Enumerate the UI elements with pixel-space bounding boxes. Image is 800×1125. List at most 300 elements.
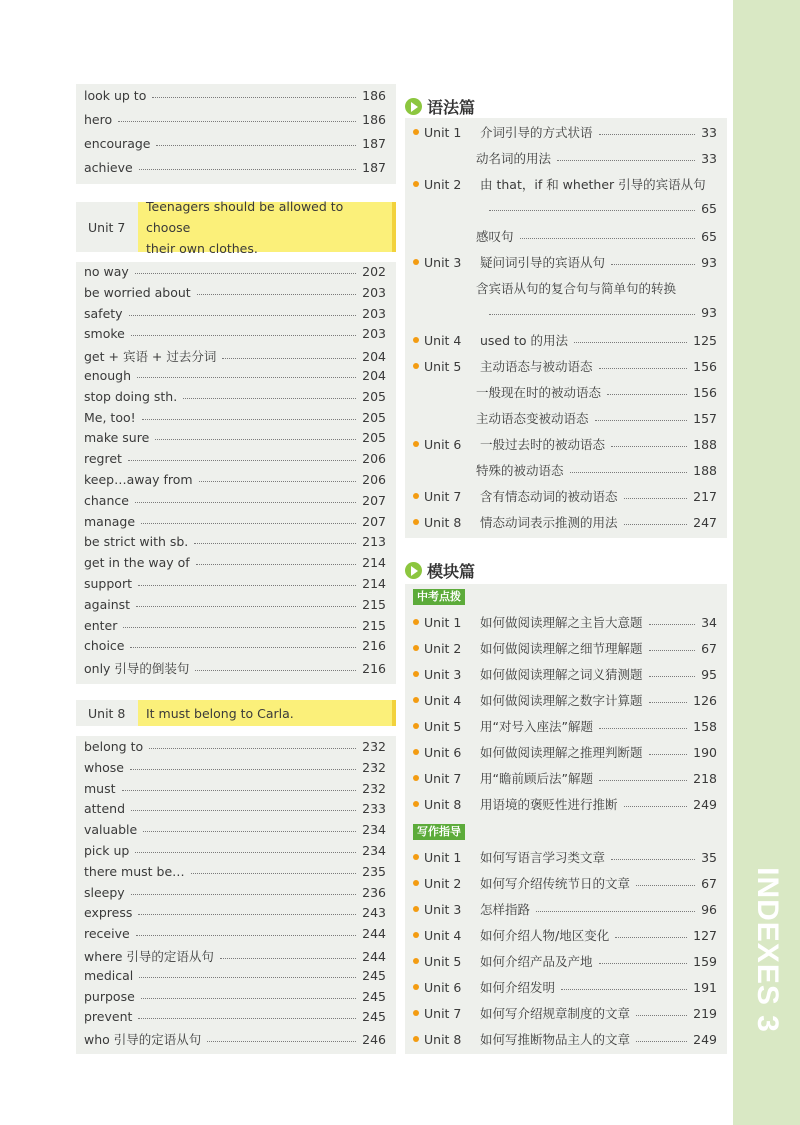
index-row	[476, 383, 717, 401]
grammar-section-title: 语法篇	[405, 95, 475, 118]
leader-dots	[141, 523, 356, 524]
row-text: 如何介绍人物/地区变化	[480, 928, 610, 943]
index-entry	[84, 760, 386, 775]
bullet-icon	[413, 749, 419, 755]
row-text: 如何做阅读理解之词义猜测题	[480, 667, 643, 682]
index-row	[476, 149, 717, 167]
index-entry	[84, 472, 386, 487]
entry-term: keep…away from	[84, 472, 193, 487]
index-row	[413, 123, 717, 141]
entry-page: 202	[362, 264, 386, 279]
bullet-icon	[413, 775, 419, 781]
entry-page: 244	[362, 926, 386, 942]
entry-page: 187	[362, 136, 386, 151]
row-text: 如何写介绍规章制度的文章	[480, 1006, 631, 1021]
entry-page: 186	[362, 88, 386, 103]
leader-dots	[624, 524, 688, 525]
index-row	[476, 227, 717, 245]
entry-page: 187	[362, 160, 386, 175]
row-page: 65	[701, 201, 717, 216]
unit-label: Unit 7	[424, 488, 462, 504]
leader-dots	[599, 368, 688, 369]
entry-page: 234	[362, 822, 386, 838]
leader-dots	[135, 273, 356, 274]
leader-dots	[611, 264, 695, 265]
row-text: 含宾语从句的复合句与简单句的转换	[476, 281, 677, 296]
entry-term: prevent	[84, 1009, 133, 1025]
index-entry	[84, 389, 386, 404]
leader-dots	[128, 460, 356, 461]
bullet-icon	[413, 1036, 419, 1042]
entry-page: 207	[362, 492, 386, 508]
leader-dots	[649, 624, 696, 625]
index-entry	[84, 112, 386, 127]
leader-dots	[624, 498, 688, 499]
leader-dots	[649, 650, 696, 651]
bullet-icon	[413, 259, 419, 265]
leader-dots	[649, 702, 688, 703]
row-page: 35	[701, 849, 717, 865]
entry-term: who 引导的定语从句	[84, 1032, 202, 1048]
bullet-icon	[413, 932, 419, 938]
index-entry	[84, 555, 386, 570]
bullet-icon	[413, 441, 419, 447]
leader-dots	[570, 472, 688, 473]
row-text: 特殊的被动语态	[476, 463, 564, 478]
leader-dots	[118, 121, 356, 122]
entry-page: 204	[362, 348, 386, 364]
entry-term: there must be…	[84, 863, 185, 879]
index-entry	[84, 347, 386, 365]
leader-dots	[131, 335, 356, 336]
writing-tag: 写作指导	[413, 824, 465, 840]
leader-dots	[561, 989, 687, 990]
entry-term: get in the way of	[84, 555, 190, 571]
entry-page: 243	[362, 905, 386, 921]
leader-dots	[599, 134, 696, 135]
leader-dots	[131, 810, 356, 811]
index-row	[413, 665, 717, 683]
leader-dots	[137, 377, 356, 378]
entry-term: look up to	[84, 88, 147, 103]
index-entry	[84, 451, 386, 466]
row-page: 93	[701, 305, 717, 320]
entry-term: no way	[84, 264, 129, 279]
unit-label: Unit 6	[424, 744, 462, 760]
leader-dots	[129, 315, 357, 316]
entry-term: express	[84, 905, 133, 921]
row-page: 159	[693, 953, 717, 969]
row-text: 用“瞻前顾后法”解题	[480, 771, 593, 786]
leader-dots	[611, 859, 695, 860]
index-row	[413, 487, 717, 505]
entry-page: 244	[362, 948, 386, 964]
row-text: 情态动词表示推测的用法	[480, 515, 618, 530]
index-entry	[84, 430, 386, 445]
leader-dots	[220, 958, 356, 959]
bullet-icon	[413, 958, 419, 964]
index-row	[413, 874, 717, 892]
unit-label: Unit 2	[424, 875, 462, 891]
entry-page: 203	[362, 326, 386, 342]
row-page: 217	[693, 488, 717, 504]
leader-dots	[599, 728, 687, 729]
row-page: 190	[693, 744, 717, 760]
entry-page: 215	[362, 617, 386, 633]
leader-dots	[149, 748, 356, 749]
row-text: 用语境的褒贬性进行推断	[480, 797, 618, 812]
bullet-icon	[413, 363, 419, 369]
entry-term: hero	[84, 112, 113, 127]
index-row	[476, 409, 717, 427]
unit-label: Unit 2	[424, 176, 462, 192]
leader-dots	[191, 873, 356, 874]
leader-dots	[123, 627, 356, 628]
unit-label: Unit 8	[424, 1031, 462, 1047]
leader-dots	[611, 446, 687, 447]
row-text: 主动语态变被动语态	[476, 411, 589, 426]
row-page: 95	[701, 666, 717, 682]
entry-page: 205	[362, 409, 386, 425]
unit-label: Unit 3	[424, 254, 462, 270]
bullet-icon	[413, 801, 419, 807]
leader-dots	[536, 911, 695, 912]
modules-section-title: 模块篇	[405, 559, 475, 582]
index-entry	[84, 136, 386, 151]
leader-dots	[183, 398, 356, 399]
index-row	[413, 513, 717, 531]
row-page: 67	[701, 640, 717, 656]
row-page: 188	[693, 462, 717, 478]
index-entry	[84, 905, 386, 920]
entry-page: 246	[362, 1031, 386, 1047]
leader-dots	[599, 963, 688, 964]
entry-page: 215	[362, 596, 386, 612]
leader-dots	[599, 780, 687, 781]
leader-dots	[135, 502, 356, 503]
index-entry	[84, 739, 386, 754]
index-row	[413, 952, 717, 970]
row-text: 怎样指路	[480, 902, 531, 917]
entry-page: 216	[362, 660, 386, 676]
reading-tag: 中考点拨	[413, 589, 465, 605]
vocab-box-unit6-end	[76, 84, 396, 184]
index-entry	[84, 989, 386, 1004]
entry-term: only 引导的倒装句	[84, 661, 190, 677]
row-text: 感叹句	[476, 229, 514, 244]
unit7-label: Unit 7	[76, 202, 138, 252]
index-row	[413, 691, 717, 709]
row-text: 疑问词引导的宾语从句	[480, 255, 606, 270]
leader-dots	[122, 790, 357, 791]
index-row	[476, 279, 717, 297]
leader-dots	[138, 585, 356, 586]
entry-term: achieve	[84, 160, 133, 175]
unit-label: Unit 4	[424, 927, 462, 943]
leader-dots	[636, 885, 695, 886]
entry-page: 203	[362, 305, 386, 321]
row-page: 127	[693, 927, 717, 943]
unit-label: Unit 5	[424, 718, 462, 734]
row-text: 如何做阅读理解之主旨大意题	[480, 615, 643, 630]
index-entry	[84, 968, 386, 983]
row-page: 125	[693, 332, 717, 348]
entry-term: smoke	[84, 326, 125, 342]
row-text: 一般过去时的被动语态	[480, 437, 606, 452]
row-page: 219	[693, 1005, 717, 1021]
leader-dots	[489, 314, 695, 315]
entry-term: against	[84, 596, 131, 612]
leader-dots	[139, 169, 356, 170]
entry-term: enough	[84, 368, 132, 383]
index-row	[413, 435, 717, 453]
leader-dots	[136, 935, 356, 936]
unit8-label: Unit 8	[76, 700, 138, 726]
leader-dots	[615, 937, 687, 938]
index-entry	[84, 306, 386, 321]
row-text: 由 that，if 和 whether 引导的宾语从句	[480, 177, 706, 192]
unit-label: Unit 4	[424, 332, 462, 348]
index-entry	[84, 781, 386, 796]
entry-term: be strict with sb.	[84, 534, 189, 550]
leader-dots	[194, 543, 356, 544]
leader-dots	[607, 394, 687, 395]
entry-page: 235	[362, 863, 386, 879]
bullet-icon	[413, 906, 419, 912]
row-page: 156	[693, 384, 717, 400]
leader-dots	[136, 606, 356, 607]
leader-dots	[649, 676, 696, 677]
row-page: 33	[701, 150, 717, 166]
row-text: 如何做阅读理解之推理判断题	[480, 745, 643, 760]
index-row	[413, 331, 717, 349]
leader-dots	[196, 564, 356, 565]
bullet-icon	[413, 723, 419, 729]
entry-page: 207	[362, 513, 386, 529]
entry-term: receive	[84, 926, 130, 942]
row-page: 93	[701, 254, 717, 270]
leader-dots	[222, 358, 356, 359]
row-page: 126	[693, 692, 717, 708]
entry-page: 232	[362, 759, 386, 775]
index-entry	[84, 659, 386, 677]
row-page: 65	[701, 228, 717, 244]
leader-dots	[199, 481, 357, 482]
index-entry	[84, 264, 386, 279]
index-entry	[84, 864, 386, 879]
index-entry	[84, 410, 386, 425]
bullet-icon	[413, 1010, 419, 1016]
index-entry	[84, 576, 386, 591]
index-row	[413, 639, 717, 657]
entry-page: 245	[362, 988, 386, 1004]
index-row	[413, 613, 717, 631]
entry-page: 205	[362, 388, 386, 404]
row-text: 如何做阅读理解之数字计算题	[480, 693, 643, 708]
entry-term: stop doing sth.	[84, 388, 178, 404]
unit-label: Unit 1	[424, 614, 462, 630]
entry-term: Me, too!	[84, 409, 136, 425]
row-page: 156	[693, 358, 717, 374]
leader-dots	[155, 439, 356, 440]
leader-dots	[557, 160, 695, 161]
entry-page: 233	[362, 801, 386, 817]
index-row	[413, 1030, 717, 1048]
index-entry	[84, 843, 386, 858]
entry-term: medical	[84, 967, 134, 983]
entry-term: safety	[84, 305, 123, 321]
unit-label: Unit 3	[424, 901, 462, 917]
row-text: 如何介绍发明	[480, 980, 556, 995]
entry-term: attend	[84, 801, 126, 817]
index-entry	[84, 1030, 386, 1048]
row-text: 动名词的用法	[476, 151, 552, 166]
bullet-icon	[413, 984, 419, 990]
unit-label: Unit 2	[424, 640, 462, 656]
index-row	[413, 926, 717, 944]
entry-term: choice	[84, 638, 125, 654]
leader-dots	[489, 210, 695, 211]
leader-dots	[649, 754, 688, 755]
unit-label: Unit 7	[424, 770, 462, 786]
row-page: 33	[701, 124, 717, 140]
leader-dots	[636, 1015, 687, 1016]
entry-term: where 引导的定语从句	[84, 949, 214, 964]
entry-term: get + 宾语 + 过去分词	[84, 349, 217, 365]
bullet-icon	[413, 671, 419, 677]
index-entry	[84, 534, 386, 549]
leader-dots	[138, 1018, 356, 1019]
bullet-icon	[413, 697, 419, 703]
unit-label: Unit 3	[424, 666, 462, 682]
unit-label: Unit 6	[424, 979, 462, 995]
entry-term: be worried about	[84, 284, 191, 300]
entry-page: 234	[362, 843, 386, 858]
leader-dots	[624, 806, 688, 807]
entry-term: purpose	[84, 988, 135, 1004]
leader-dots	[139, 977, 356, 978]
modules-box	[405, 584, 727, 1054]
row-page: 96	[701, 901, 717, 917]
entry-page: 232	[362, 780, 386, 796]
index-row	[413, 795, 717, 813]
entry-page: 213	[362, 534, 386, 550]
grammar-box	[405, 118, 727, 538]
play-circle-icon	[405, 98, 422, 115]
entry-term: make sure	[84, 430, 150, 446]
index-entry	[84, 947, 386, 965]
bullet-icon	[413, 645, 419, 651]
leader-dots	[152, 97, 356, 98]
bullet-icon	[413, 619, 419, 625]
unit-label: Unit 4	[424, 692, 462, 708]
leader-dots	[130, 647, 356, 648]
leader-dots	[143, 831, 356, 832]
entry-term: enter	[84, 617, 118, 633]
row-text: 主动语态与被动语态	[480, 359, 593, 374]
entry-page: 186	[362, 112, 386, 127]
leader-dots	[574, 342, 687, 343]
entry-page: 214	[362, 555, 386, 571]
entry-page: 206	[362, 472, 386, 487]
leader-dots	[138, 914, 356, 915]
unit-label: Unit 8	[424, 514, 462, 530]
entry-page: 245	[362, 967, 386, 983]
bullet-icon	[413, 181, 419, 187]
index-row	[413, 900, 717, 918]
entry-term: support	[84, 576, 132, 591]
leader-dots	[142, 419, 357, 420]
bullet-icon	[413, 854, 419, 860]
row-page: 188	[693, 436, 717, 452]
entry-page: 204	[362, 368, 386, 383]
unit7-header	[76, 198, 396, 256]
entry-term: belong to	[84, 739, 144, 754]
row-page: 34	[701, 614, 717, 630]
entry-term: whose	[84, 759, 124, 775]
index-row	[483, 305, 717, 320]
row-page: 158	[693, 718, 717, 734]
entry-page: 203	[362, 284, 386, 300]
unit8-header	[76, 700, 396, 726]
index-entry	[84, 822, 386, 837]
index-entry	[84, 926, 386, 941]
row-page: 191	[693, 979, 717, 995]
unit-label: Unit 5	[424, 953, 462, 969]
leader-dots	[636, 1041, 687, 1042]
index-entry	[84, 618, 386, 633]
row-page: 218	[693, 770, 717, 786]
unit-label: Unit 7	[424, 1005, 462, 1021]
entry-page: 206	[362, 451, 386, 467]
unit-label: Unit 8	[424, 796, 462, 812]
row-text: 用“对号入座法”解题	[480, 719, 593, 734]
row-page: 249	[693, 1031, 717, 1047]
index-entry	[84, 160, 386, 175]
leader-dots	[131, 894, 356, 895]
entry-page: 205	[362, 430, 386, 446]
entry-term: regret	[84, 451, 122, 467]
index-entry	[84, 285, 386, 300]
vocab-box-unit7	[76, 262, 396, 684]
entry-term: encourage	[84, 136, 151, 151]
unit-label: Unit 1	[424, 849, 462, 865]
leader-dots	[520, 238, 696, 239]
entry-page: 214	[362, 576, 386, 591]
row-text: 介词引导的方式状语	[480, 125, 593, 140]
entry-term: sleepy	[84, 884, 125, 900]
leader-dots	[156, 145, 356, 146]
index-row	[413, 769, 717, 787]
index-entry	[84, 638, 386, 653]
unit8-title: It must belong to Carla.	[138, 700, 396, 726]
entry-term: valuable	[84, 822, 138, 838]
unit7-title: Teenagers should be allowed to choose their own clothes.	[138, 202, 396, 252]
leader-dots	[197, 294, 356, 295]
entry-term: chance	[84, 492, 129, 508]
entry-term: must	[84, 780, 116, 796]
row-text: 如何写推断物品主人的文章	[480, 1032, 631, 1047]
row-text: 含有情态动词的被动语态	[480, 489, 618, 504]
index-row	[413, 357, 717, 375]
leader-dots	[130, 769, 356, 770]
index-entry	[84, 326, 386, 341]
row-text: 如何介绍产品及产地	[480, 954, 593, 969]
vocab-box-unit8	[76, 736, 396, 1054]
row-page: 249	[693, 796, 717, 812]
row-page: 67	[701, 875, 717, 891]
entry-term: pick up	[84, 843, 130, 858]
